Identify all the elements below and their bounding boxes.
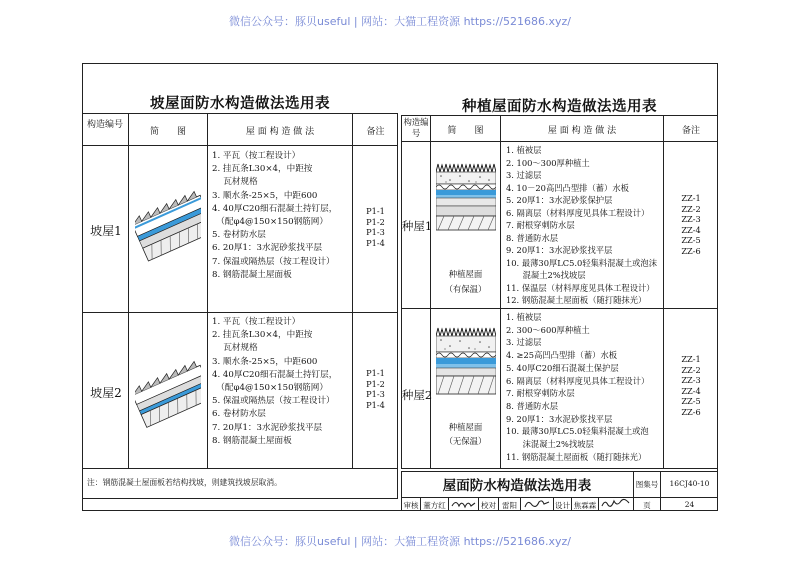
right-header-method: 屋 面 构 造 做 法 [547,126,617,136]
row-zhong1-method-list: 1. 植被层 2. 100～300厚种植土 3. 过滤层 4. 10－20高凹凸型排（蓄）水板 5. 20厚1：3水泥砂浆保护层 6. 隔离层（材料厚度见具体工程设计） 7. 耐根穿刺防水层 8. 普通防水层 9. 20厚1：3水泥砂浆找平层 10. 最薄30厚LC5.0轻集料混凝土或泡沫 混凝土2%找坡层 11. 保温层（材料厚度见具体工程设计） 12. 钢筋混凝土屋面板（随打随抹光） [506,145,658,305]
page-number: 24 [684,500,695,509]
pitched-roof-1-diagram [135,160,201,268]
right-table-title: 种植屋面防水构造做法选用表 [462,98,657,115]
green-roof-2-diagram [436,326,496,398]
check-name: 雷阳 [502,501,517,510]
row-zhong2-method-list: 1. 植被层 2. 300～600厚种植土 3. 过滤层 4. ≥25高凹凸型排（蓄）水板 5. 40厚C20细石混凝土保护层 6. 隔离层（材料厚度见具体工程设计） 7. 耐根穿刺防水层 8. 普通防水层 9. 20厚1：3水泥砂浆找平层 10. 最薄30厚LC5.0轻集料混凝土或泡 沫混凝土2%找坡层 11. 钢筋混凝土屋面板（随打随抹光） [506,312,650,462]
row-po1-method-list: 1. 平瓦（按工程设计） 2. 挂瓦条L30×4，中距按 瓦材规格 3. 顺水条-25×5，中距600 4. 40厚C20细石混凝土持钉层， （配φ4@150×150钢筋网） 5. 卷材防水层 6. 20厚1：3水泥砂浆找平层 7. 保温或隔热层（按工程设计） 8. 钢筋混凝土屋面板 [212,151,338,280]
row-name-po1: 坡屋1 [90,224,122,238]
watermark-top: 微信公众号：豚贝useful | 网站：大猫工程资源 https://521686.xyz/ [229,15,571,28]
zhong2-caption: 种植屋面 [448,422,483,432]
left-table-note: 注：钢筋混凝土屋面板若结构找坡，则建筑找坡层取消。 [87,478,282,487]
left-header-diagram: 简 图 [149,127,186,137]
atlas-number: 16CJ40-10 [669,479,710,488]
row-name-po2: 坡屋2 [90,386,122,400]
row-po2-method-list: 1. 平瓦（按工程设计） 2. 挂瓦条L30×4，中距按 瓦材规格 3. 顺水条-25×5，中距600 4. 40厚C20细石混凝土持钉层， （配φ4@150×150钢筋网） 5. 保温或隔热层（按工程设计） 6. 卷材防水层 7. 20厚1：3水泥砂浆找平层 8. 钢筋混凝土屋面板 [212,317,338,446]
left-header-code: 构造编号 [86,120,123,130]
row-name-zhong2: 种屋2 [401,388,433,402]
row-zhong1-codes: ZZ-1 ZZ-2 ZZ-3 ZZ-4 ZZ-5 ZZ-6 [681,193,701,256]
page-label: 页 [643,501,651,510]
title-block-title: 屋面防水构造做法选用表 [442,478,592,494]
pitched-roof-2-diagram [135,330,201,438]
review-name: 董方红 [423,501,446,510]
design-label: 设计 [555,501,570,510]
left-header-note: 备注 [366,127,385,137]
row-po2-codes: P1-1 P1-2 P1-3 P1-4 [366,368,385,410]
atlas-label: 图集号 [635,480,659,489]
right-header-note: 备注 [681,126,700,136]
row-zhong2-codes: ZZ-1 ZZ-2 ZZ-3 ZZ-4 ZZ-5 ZZ-6 [681,354,701,417]
design-name: 焦霖霖 [573,501,597,510]
green-roof-1-diagram [436,162,496,234]
watermark-bottom: 微信公众号：豚贝useful | 网站：大猫工程资源 https://521686.xyz/ [229,535,571,548]
review-label: 审核 [403,501,419,510]
zhong2-caption-sub: （无保温） [444,436,487,446]
zhong1-caption-sub: （有保温） [444,284,487,294]
check-label: 校对 [481,501,496,510]
review-signature [450,498,477,510]
right-header-diagram: 简 图 [447,126,484,136]
check-signature [522,498,552,510]
design-signature [600,498,632,510]
row-po1-codes: P1-1 P1-2 P1-3 P1-4 [366,206,385,248]
left-header-method: 屋 面 构 造 做 法 [245,127,315,137]
left-table-title: 坡屋面防水构造做法选用表 [150,95,330,112]
zhong1-caption: 种植屋面 [448,269,483,279]
right-header-code: 构造编号 [403,117,429,138]
row-name-zhong1: 种屋1 [401,219,433,233]
